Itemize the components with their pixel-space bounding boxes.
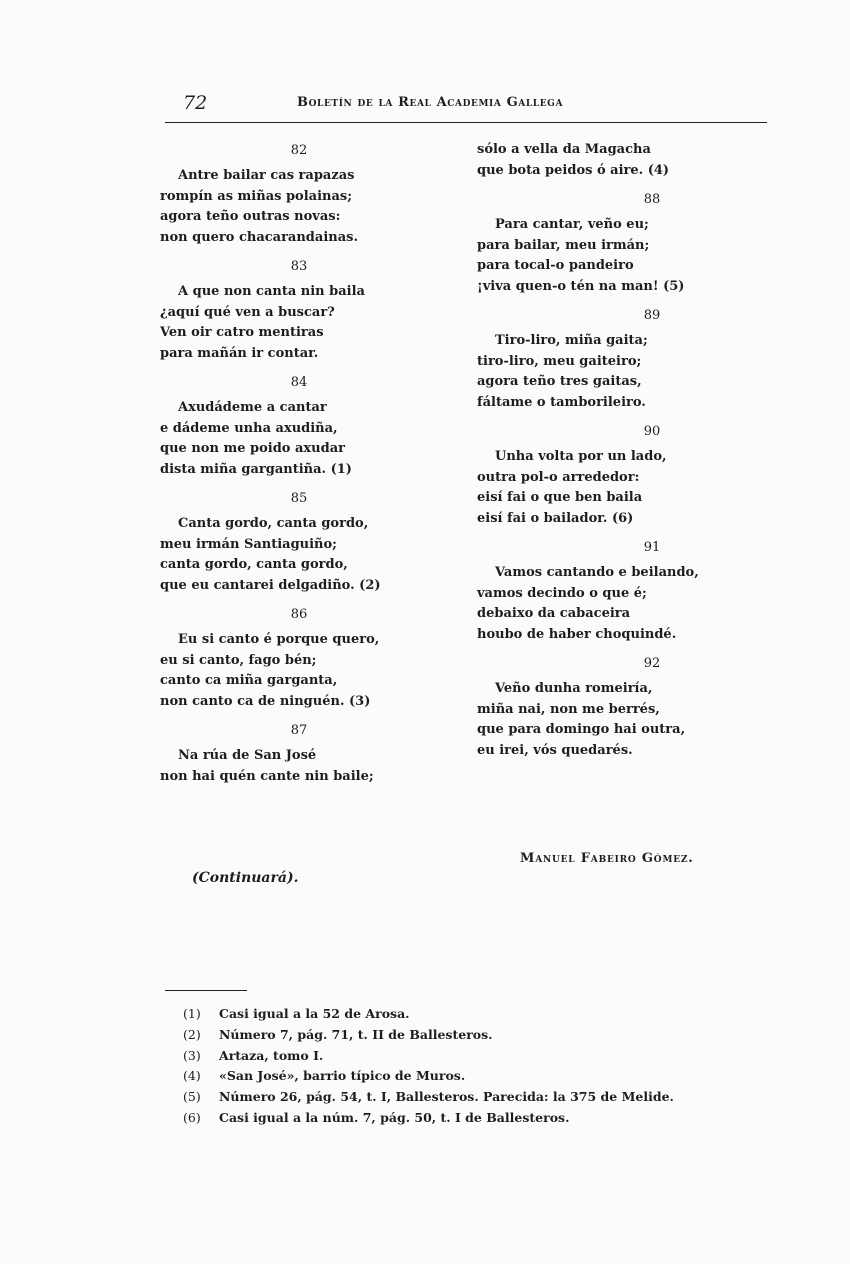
- poem-91: [477, 537, 767, 653]
- verse-line: Antre bailar cas rapazas: [178, 168, 355, 183]
- verse-line: Axudádeme a cantar: [178, 400, 327, 415]
- footnote-text: Artaza, tomo I.: [219, 1047, 324, 1063]
- stanza-gap: [160, 364, 450, 372]
- verse-line: meu irmán Santiaguiño;: [160, 536, 337, 552]
- verse-line: tiro-liro, meu gaiteiro;: [477, 353, 642, 369]
- verse-line: eisí fai o que ben baila: [477, 490, 643, 505]
- verse-line: para bailar, meu irmán;: [477, 237, 650, 253]
- poem-87: [160, 720, 450, 795]
- poem-number: 92: [643, 656, 661, 671]
- verse-line: non hai quén cante nin baile;: [160, 768, 374, 784]
- poem-83: [160, 256, 450, 372]
- footnote-6: [183, 1108, 763, 1129]
- verse-line: miña nai, non me berrés,: [477, 701, 660, 717]
- right-column: [477, 140, 767, 769]
- poem-number: 87: [290, 723, 308, 738]
- verse-line: ¿aquí qué ven a buscar?: [160, 304, 335, 320]
- verse-line: Vamos cantando e beilando,: [495, 565, 699, 580]
- stanza-gap: [160, 712, 450, 720]
- stanza-gap: [477, 181, 767, 189]
- verse-line: Para cantar, veño eu;: [495, 217, 649, 232]
- poem-87-continued: [477, 140, 767, 189]
- footnote-4: [183, 1066, 763, 1087]
- verse-line: A que non canta nin baila: [178, 284, 365, 299]
- verse-line: eu irei, vós quedarés.: [477, 742, 633, 758]
- verse-line: que bota peidos ó aire. (4): [477, 162, 670, 178]
- verse-line: que para domingo hai outra,: [477, 722, 686, 737]
- verse-line: rompín as miñas polainas;: [160, 188, 353, 204]
- verse-line: Ven oir catro mentiras: [160, 325, 324, 340]
- verse-line: houbo de haber choquindé.: [477, 626, 677, 642]
- verse-line: para mañán ir contar.: [160, 345, 319, 361]
- verse-line: canto ca miña garganta,: [160, 673, 338, 688]
- verse-line: e dádeme unha axudiña,: [160, 420, 338, 436]
- poem-84: [160, 372, 450, 488]
- poem-85: [160, 488, 450, 604]
- stanza-gap: [160, 787, 450, 795]
- footnotes: [183, 1004, 763, 1129]
- verse-line: non canto ca de ninguén. (3): [160, 693, 371, 709]
- verse-line: que non me poido axudar: [160, 441, 345, 456]
- poem-82: [160, 140, 450, 256]
- verse-line: eisí fai o bailador. (6): [477, 510, 634, 526]
- verse-line: debaixo da cabaceira: [477, 606, 631, 621]
- footnote-mark: (1): [183, 1006, 201, 1021]
- continuation-note: (Continuará).: [192, 870, 299, 886]
- poem-number: 83: [290, 259, 308, 274]
- footnote-mark: (2): [183, 1026, 201, 1042]
- verse-line: para tocal-o pandeiro: [477, 258, 634, 273]
- footnote-divider: [165, 990, 247, 991]
- poem-90: [477, 421, 767, 537]
- footnote-mark: (4): [183, 1068, 201, 1084]
- verse-line: non quero chacarandainas.: [160, 229, 358, 245]
- poem-89: [477, 305, 767, 421]
- verse-line: Unha volta por un lado,: [495, 449, 667, 464]
- verse-line: Eu si canto é porque quero,: [178, 632, 380, 647]
- poem-number: 90: [643, 424, 661, 439]
- stanza-gap: [477, 297, 767, 305]
- footnote-1: [183, 1004, 763, 1025]
- verse-line: fáltame o tamborileiro.: [477, 394, 646, 410]
- footnote-mark: (6): [183, 1109, 201, 1125]
- stanza-gap: [160, 596, 450, 604]
- footnote-2: [183, 1025, 763, 1046]
- page-header: [165, 88, 767, 123]
- verse-line: vamos decindo o que é;: [477, 585, 647, 601]
- verse-line: que eu cantarei delgadiño. (2): [160, 577, 381, 593]
- stanza-gap: [160, 480, 450, 488]
- verse-line: Canta gordo, canta gordo,: [178, 516, 369, 531]
- footnote-text: Casi igual a la 52 de Arosa.: [219, 1006, 410, 1021]
- poem-number: 88: [643, 192, 661, 207]
- verse-line: ¡viva quen-o tén na man! (5): [477, 278, 685, 294]
- stanza-gap: [477, 645, 767, 653]
- verse-line: outra pol-o arrededor:: [477, 469, 640, 485]
- poem-88: [477, 189, 767, 305]
- footnote-5: [183, 1087, 763, 1108]
- stanza-gap: [477, 761, 767, 769]
- running-title: Boletín de la Real Academia Gallega: [297, 95, 564, 110]
- poem-number: 86: [290, 607, 308, 622]
- stanza-gap: [160, 248, 450, 256]
- stanza-gap: [477, 413, 767, 421]
- footnote-mark: (5): [183, 1089, 201, 1105]
- poem-number: 89: [643, 308, 661, 323]
- verse-line: Na rúa de San José: [178, 748, 317, 763]
- footnote-mark: (3): [183, 1047, 201, 1063]
- verse-line: sólo a vella da Magacha: [477, 142, 651, 157]
- poem-number: 91: [643, 540, 661, 555]
- poem-92: [477, 653, 767, 769]
- left-column: [160, 140, 450, 795]
- footnote-text: Casi igual a la núm. 7, pág. 50, t. I de Ballesteros.: [219, 1109, 570, 1125]
- verse-line: agora teño tres gaitas,: [477, 374, 642, 389]
- verse-line: Veño dunha romeiría,: [495, 681, 653, 696]
- poem-86: [160, 604, 450, 720]
- verse-line: agora teño outras novas:: [160, 209, 341, 224]
- verse-line: eu si canto, fago bén;: [160, 652, 317, 668]
- author-signature: Manuel Fabeiro Gómez.: [520, 851, 694, 866]
- footnote-text: Número 7, pág. 71, t. II de Ballesteros.: [219, 1026, 493, 1042]
- page-number: 72: [183, 92, 208, 114]
- verse-line: Tiro-liro, miña gaita;: [495, 333, 648, 348]
- poem-number: 82: [290, 143, 308, 158]
- stanza-gap: [477, 529, 767, 537]
- poem-number: 85: [290, 491, 308, 506]
- verse-line: dista miña gargantiña. (1): [160, 461, 352, 477]
- footnote-text: «San José», barrio típico de Muros.: [219, 1068, 466, 1084]
- footnote-3: [183, 1046, 763, 1067]
- verse-line: canta gordo, canta gordo,: [160, 557, 348, 572]
- poem-number: 84: [290, 375, 308, 390]
- footnote-text: Número 26, pág. 54, t. I, Ballesteros. Parecida: la 375 de Melide.: [219, 1089, 674, 1105]
